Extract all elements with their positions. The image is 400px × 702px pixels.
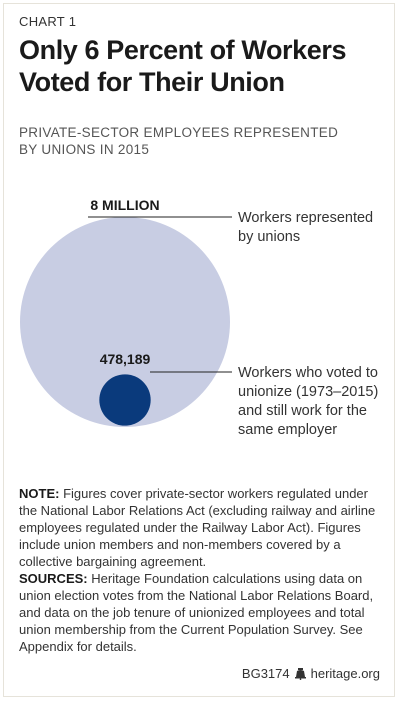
report-code: BG3174: [241, 666, 290, 681]
annotation-voted: [238, 365, 378, 438]
chart-subtitle: PRIVATE-SECTOR EMPLOYEES REPRESENTED BY UNIONS IN 2015: [19, 125, 339, 157]
note-paragraph: [19, 485, 377, 570]
annotation-represented: [238, 210, 373, 245]
circle-workers-voted: [99, 374, 150, 425]
note-label: NOTE:: [19, 486, 60, 501]
liberty-bell-icon: [295, 668, 306, 680]
sources-paragraph: [19, 570, 377, 655]
annotation-voted-line-3: and still work for the: [238, 403, 367, 419]
annotation-voted-line-1: Workers who voted to: [238, 365, 378, 381]
annotation-voted-line-4: same employer: [238, 422, 338, 438]
note-text: Figures cover private-sector workers regulated under the National Labor Relations Act (excluding railway and airline employees regulated under the Railway Labor Act). Figures include union members and non-members covered by a collective bargaining agreement.: [19, 486, 376, 569]
footer: [242, 666, 380, 681]
annotation-voted-line-2: unionize (1973–2015): [238, 384, 379, 400]
notes-block: [19, 485, 377, 655]
annotation-represented-line-1: Workers represented: [238, 210, 374, 226]
value-label-voted: 478,189: [99, 351, 151, 367]
sources-text: Heritage Foundation calculations using data on union election votes from the National Labor Relations Board, and data on the job tenure of unionized employees and total union membership from the Current Population Survey. See Appendix for details.: [19, 571, 374, 654]
value-label-represented: 8 MILLION: [90, 197, 160, 213]
annotation-represented-line-2: by unions: [238, 229, 301, 245]
chart-title: Only 6 Percent of Workers Voted for Their Union: [19, 35, 347, 97]
footer-site: heritage.org: [310, 666, 380, 681]
sources-label: SOURCES:: [19, 571, 88, 586]
chart-number-label: CHART 1: [19, 14, 77, 29]
